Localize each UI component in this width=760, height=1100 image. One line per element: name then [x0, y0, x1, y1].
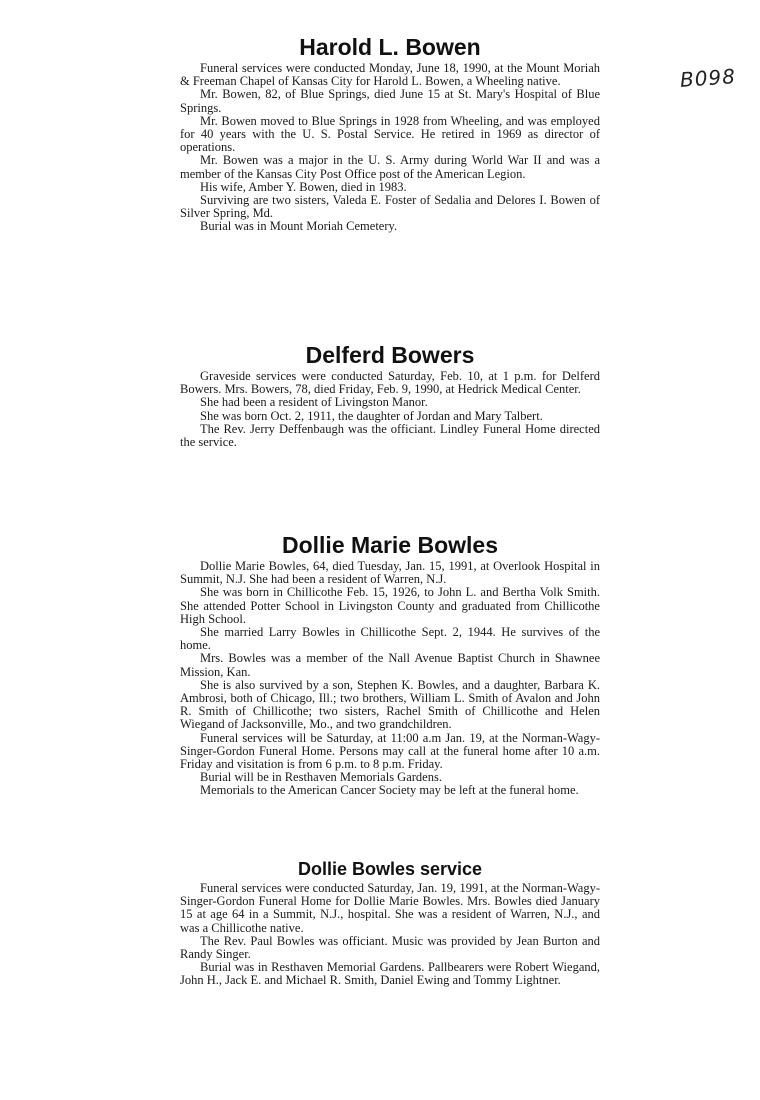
- obituary-paragraph: Burial was in Mount Moriah Cemetery.: [200, 219, 398, 234]
- obituary-paragraph: Burial was in Resthaven Memorial Gardens. Pallbearers were Robert Wiegand, John H., Jack E. and Michael R. Smith, Daniel Ewing and Tommy Lightner.: [180, 960, 600, 988]
- obituary-dollie-bowles-service: [180, 858, 600, 988]
- obituary-paragraph: His wife, Amber Y. Bowen, died in 1983.: [200, 179, 407, 194]
- obituary-paragraph: Mr. Bowen moved to Blue Springs in 1928 from Wheeling, and was employed for 40 years with the U. S. Postal Service. He retired in 1969 as director of operations.: [180, 113, 600, 155]
- obituary-paragraph: Graveside services were conducted Saturday, Feb. 10, at 1 p.m. for Delferd Bowers. Mrs. Bowers, 78, died Friday, Feb. 9, 1990, at Hedrick Medical Center.: [180, 369, 600, 397]
- handwritten-margin-note: B098: [679, 64, 737, 92]
- obituary-paragraph: Surviving are two sisters, Valeda E. Foster of Sedalia and Delores I. Bowen of Silver Spring, Md.: [180, 193, 600, 221]
- obituary-title: Dollie Bowles service: [297, 859, 483, 879]
- obituary-body: [180, 560, 600, 798]
- obituary-harold-bowen: [180, 34, 600, 234]
- obituary-paragraph: She had been a resident of Livingston Manor.: [200, 395, 428, 410]
- obituary-delferd-bowers: [180, 342, 600, 449]
- obituary-paragraph: Mr. Bowen, 82, of Blue Springs, died June 15 at St. Mary's Hospital of Blue Springs.: [180, 87, 600, 115]
- obituary-body: [180, 62, 600, 234]
- obituary-paragraph: She was born Oct. 2, 1911, the daughter of Jordan and Mary Talbert.: [200, 408, 543, 423]
- obituary-paragraph: Funeral services were conducted Saturday, Jan. 19, 1991, at the Norman-Wagy-Singer-Gordon Funeral Home for Dollie Marie Bowles. Mrs. Bowles died January 15 at age 64 in a Summit, N.J., hospital. She was a resident of Warren, N.J., and was a Chillicothe native.: [180, 881, 600, 935]
- obituary-paragraph: Dollie Marie Bowles, 64, died Tuesday, Jan. 15, 1991, at Overlook Hospital in Summit, N.J. She had been a resident of Warren, N.J.: [180, 559, 600, 587]
- obituary-paragraph: Mrs. Bowles was a member of the Nall Avenue Baptist Church in Shawnee Mission, Kan.: [180, 651, 600, 679]
- obituary-dollie-marie-bowles: [180, 532, 600, 798]
- obituary-paragraph: The Rev. Paul Bowles was officiant. Music was provided by Jean Burton and Randy Singer.: [180, 933, 600, 962]
- obituary-title: Delferd Bowers: [305, 342, 475, 368]
- obituary-paragraph: Mr. Bowen was a major in the U. S. Army during World War II and was a member of the Kansas City Post Office post of the American Legion.: [180, 153, 600, 181]
- obituary-body: [180, 370, 600, 449]
- obituary-paragraph: She married Larry Bowles in Chillicothe Sept. 2, 1944. He survives of the home.: [180, 625, 600, 653]
- obituary-title: Harold L. Bowen: [299, 34, 481, 60]
- obituary-paragraph: She was born in Chillicothe Feb. 15, 1926, to John L. and Bertha Volk Smith. She attended Potter School in Livingston County and graduated from Chillicothe High School.: [180, 585, 600, 626]
- obituary-body: [180, 882, 600, 988]
- obituary-paragraph: Memorials to the American Cancer Society may be left at the funeral home.: [200, 783, 579, 798]
- obituary-paragraph: Burial will be in Resthaven Memorials Gardens.: [200, 770, 442, 785]
- obituary-title: Dollie Marie Bowles: [281, 532, 498, 558]
- obituary-paragraph: Funeral services will be Saturday, at 11:00 a.m Jan. 19, at the Norman-Wagy-Singer-Gordon Funeral Home. Persons may call at the funeral home after 10 a.m. Friday and visitation is from 6 p.m. to 8 p.m. Friday.: [180, 730, 600, 772]
- obituary-paragraph: Funeral services were conducted Monday, June 18, 1990, at the Mount Moriah & Freeman Chapel of Kansas City for Harold L. Bowen, a Wheeling native.: [180, 61, 600, 89]
- obituary-paragraph: She is also survived by a son, Stephen K. Bowles, and a daughter, Barbara K. Ambrosi, both of Chicago, Ill.; two brothers, William L. Smith of Avalon and John R. Smith of Chillicothe; two sisters, Rachel Smith of Chillicothe and Helen Wiegand of Jacksonville, Mo., and two grandchildren.: [180, 677, 600, 732]
- obituary-paragraph: The Rev. Jerry Deffenbaugh was the officiant. Lindley Funeral Home directed the service.: [180, 421, 600, 450]
